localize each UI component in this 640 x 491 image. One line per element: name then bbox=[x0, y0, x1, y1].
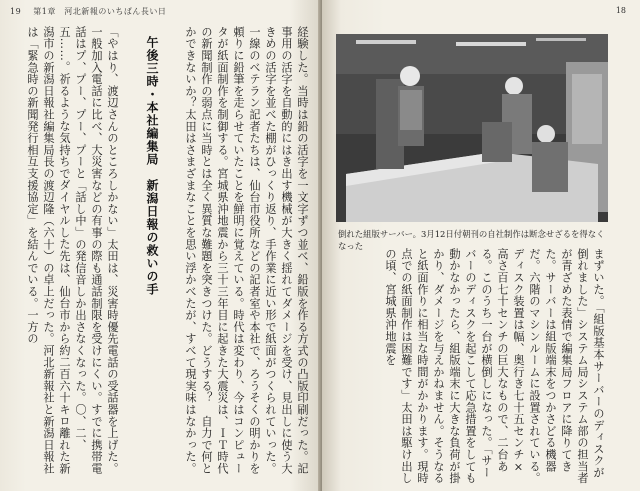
page-number-left: 19 bbox=[10, 7, 22, 16]
server-room-photo bbox=[336, 34, 608, 222]
body-text-right: まずいた。「組版基本サーバーのディスクが倒れました」システム局システム部の担当者が青ざめた表情で編集局フロアに降りてきた。サーバーは組版端末をつかさどる機器だ。六階のマシンルームに設置されている。ディスク装置は幅、奥行き七十五センチ×高さ百七十センチの巨大なもので、二台ある。このうち一台が横倒しになった。「サーバーのディスクを起こして応急措置をしても動かなかったら、組版端末に大きな負荷が掛かり、ダメージを与えかねません。そうなると紙面作りに相当な時間がかかります。現時点での紙面制作は困難です」太田は駆け出しの頃、宮城県沖地震を bbox=[384, 248, 605, 484]
page-number-right: 18 bbox=[615, 6, 626, 15]
running-head bbox=[10, 6, 166, 17]
body-text-upper: 経験した。当時は鉛の活字を一文字ずつ並べ、鉛版を作る方式の凸版印刷だった。記事用の活字を自動的にはき出す機械が大きく揺れてダメージを受け、見出しに使う大きめの活字を並べた棚がひっくり返り、手作業に近い形で紙面がつくられていった。一線のベテラン記者たちは、仙台市役所などの記者室や本社で、ろうそくの明かりを頼りに鉛筆を走らせていたことを鮮明に覚えている。時代は変わり、今はコンピュータが紙面制作を制御する。宮城県沖地震から三十三年目に起きた大震災は、ＩＴ時代の新聞制作の弱点に当時とは全く異質な難題を突きつけた。どうする？ 自力で何とかできないか？太田はさまざまなことを思い浮かべたが、すべて現実味はなかった。 bbox=[184, 26, 309, 475]
chapter-title: 第1章 河北新報のいちばん長い日 bbox=[33, 7, 167, 16]
section-heading: 午後三時・本社編集局 新潟日報の救いの手 bbox=[145, 36, 159, 296]
photo-illustration bbox=[336, 34, 608, 222]
photo-caption: 倒れた組版サーバー。3月12日付朝刊の自社制作は断念せざるを得なくなった bbox=[338, 229, 605, 251]
body-text-lower: 「やはり、渡辺さんのところしかない」太田は、災害時優先電話の受話器を上げた。一般加入電話に比べ、大災害などの有事の際も通話制限を受けにくい。すでに携帯電話はプ、プー、プー、プーと「話し中」の発信音しか出さなくなった。〇、二、五……。祈るような気持ちでダイヤルした先は、仙台市から約二百六十キロ離れた新潟市の新潟日報社編集局長の渡辺隆（六十）の卓上だった。河北新報社と新潟日報社は「緊急時の新聞発行相互支援協定」を結んでいる。一方の bbox=[26, 26, 119, 475]
